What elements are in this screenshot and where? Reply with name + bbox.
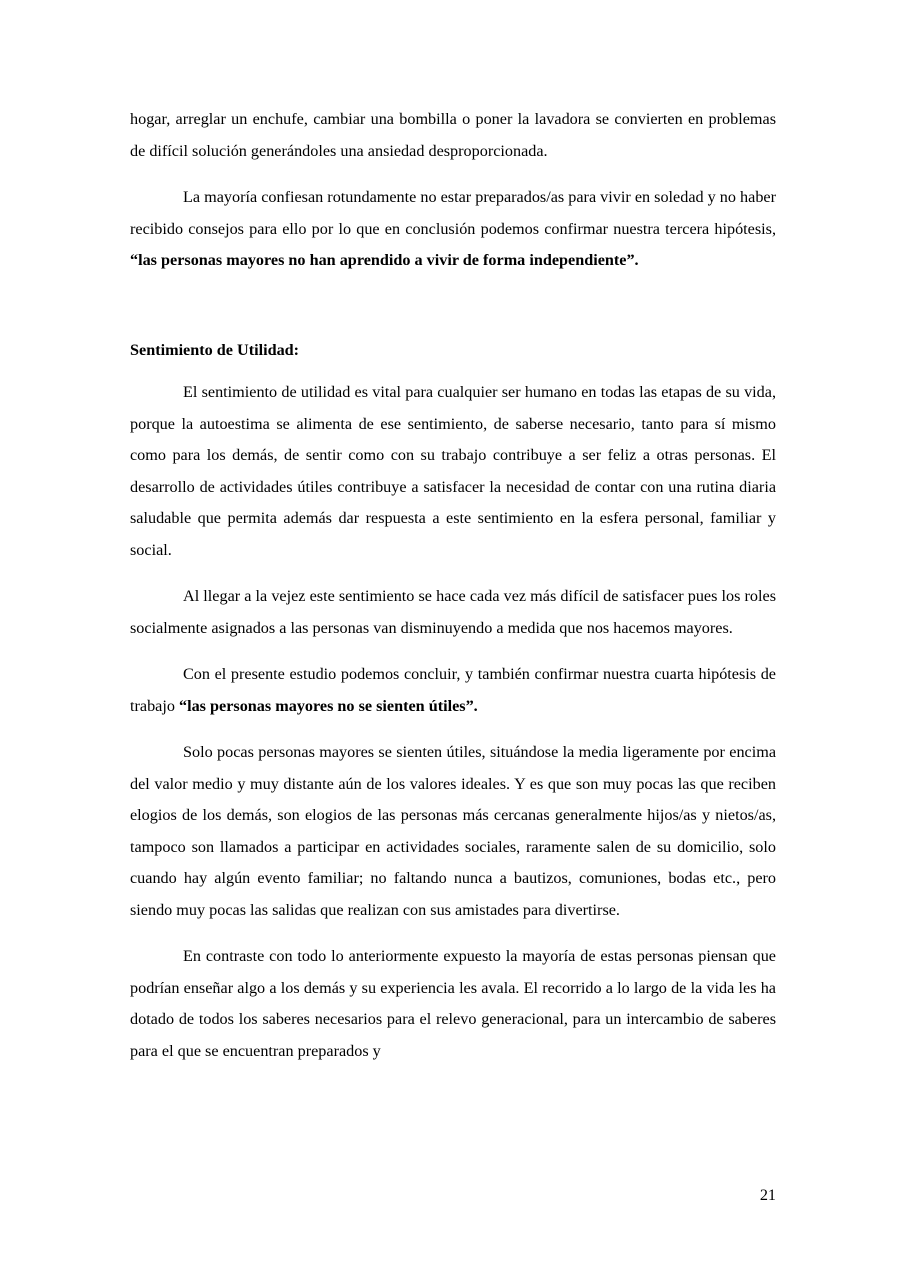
paragraph-old-age: Al llegar a la vejez este sentimiento se hace cada vez más difícil de satisfacer pues los roles socialmente asignados a las personas van disminuyendo a medida que nos hacemos mayores. xyxy=(130,587,776,637)
section-heading: Sentimiento de Utilidad: xyxy=(130,340,300,359)
paragraph-third-hypothesis xyxy=(130,182,776,277)
paragraph-text: La mayoría confiesan rotundamente no estar preparados/as para vivir en soledad y no haber recibido consejos para ello por lo que en conclusión podemos confirmar nuestra tercera hipótesis, xyxy=(130,188,776,238)
paragraph-findings: Solo pocas personas mayores se sienten útiles, situándose la media ligeramente por encima del valor medio y muy distante aún de los valores ideales. Y es que son muy pocas las que reciben elogios de los demás, son elogios de las personas más cercanas generalmente hijos/as y nietos/as, tampoco son llamados a participar en actividades sociales, raramente salen de su domicilio, solo cuando hay algún evento familiar; no faltando nunca a bautizos, comuniones, bodas etc., pero siendo muy pocas las salidas que realizan con sus amistades para divertirse. xyxy=(130,743,776,919)
paragraph-contrast: En contraste con todo lo anteriormente expuesto la mayoría de estas personas piensan que podrían enseñar algo a los demás y su experiencia les avala. El recorrido a lo largo de la vida les ha dotado de todos los saberes necesarios para el relevo generacional, para un intercambio de saberes para el que se encuentran preparados y xyxy=(130,947,776,1060)
paragraph-fourth-hypothesis xyxy=(130,659,776,722)
third-hypothesis-quote: “las personas mayores no han aprendido a vivir de forma independiente”. xyxy=(130,251,639,269)
paragraph-utility-definition: El sentimiento de utilidad es vital para cualquier ser humano en todas las etapas de su vida, porque la autoestima se alimenta de ese sentimiento, de saberse necesario, tanto para sí mismo como para los demás, de sentir como con su trabajo contribuye a ser feliz a otras personas. El desarrollo de actividades útiles contribuye a satisfacer la necesidad de contar con una rutina diaria saludable que permita además dar respuesta a este sentimiento en la esfera personal, familiar y social. xyxy=(130,383,776,559)
paragraph-text: Con el presente estudio podemos concluir, y también confirmar nuestra cuarta hipótesis de trabajo xyxy=(130,665,776,715)
fourth-hypothesis-quote: “las personas mayores no se sienten útiles”. xyxy=(179,696,478,715)
document-page-body xyxy=(130,104,776,1082)
paragraph-continuation: hogar, arreglar un enchufe, cambiar una bombilla o poner la lavadora se convierten en problemas de difícil solución generándoles una ansiedad desproporcionada. xyxy=(130,110,776,160)
page-number: 21 xyxy=(759,1186,776,1204)
